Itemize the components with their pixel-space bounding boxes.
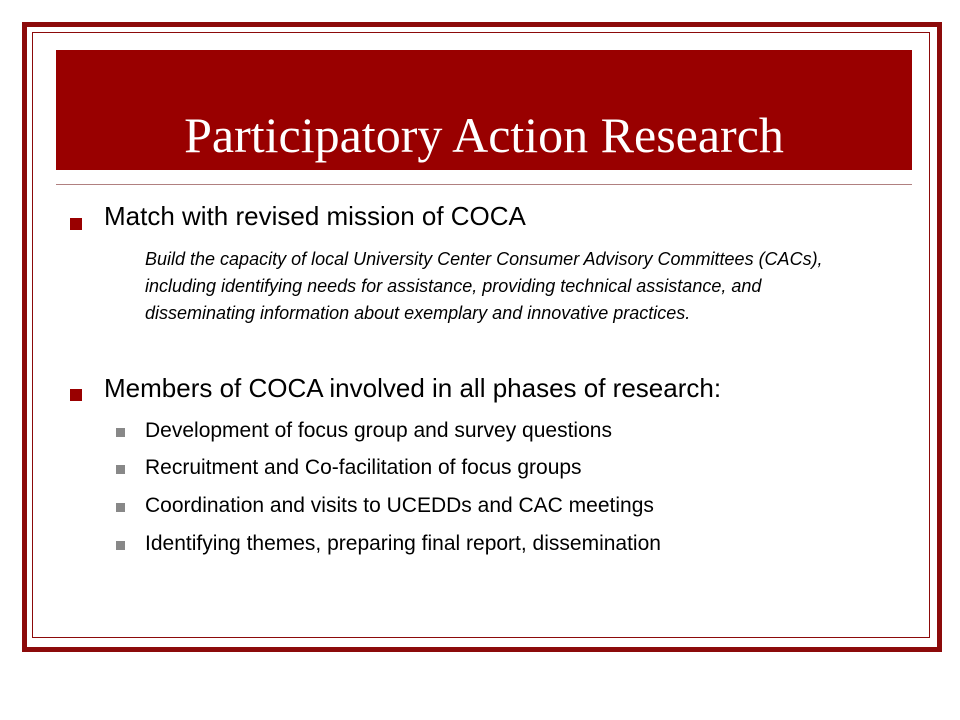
sub-bullet-icon (116, 541, 125, 550)
sub-bullet-icon (116, 503, 125, 512)
sub-bullet-icon (116, 465, 125, 474)
sub-bullet-item: Coordination and visits to UCEDDs and CAC meetings (145, 494, 654, 517)
title-divider (56, 184, 912, 185)
sub-bullet-item: Identifying themes, preparing final report, dissemination (145, 532, 661, 555)
sub-bullet-icon (116, 428, 125, 437)
bullet-members: Members of COCA involved in all phases of research: (104, 373, 722, 403)
mission-quote: Build the capacity of local University Center Consumer Advisory Committees (CACs), including identifying needs for assistance, providing technical assistance, and disseminating information about exemplary and innovative practices. (145, 249, 823, 323)
slide-title: Participatory Action Research (184, 107, 784, 163)
sub-bullet-item: Development of focus group and survey questions (145, 419, 612, 442)
bullet-square-icon (70, 389, 82, 401)
sub-bullet-item: Recruitment and Co-facilitation of focus groups (145, 456, 582, 479)
bullet-square-icon (70, 218, 82, 230)
bullet-mission: Match with revised mission of COCA (104, 201, 526, 231)
